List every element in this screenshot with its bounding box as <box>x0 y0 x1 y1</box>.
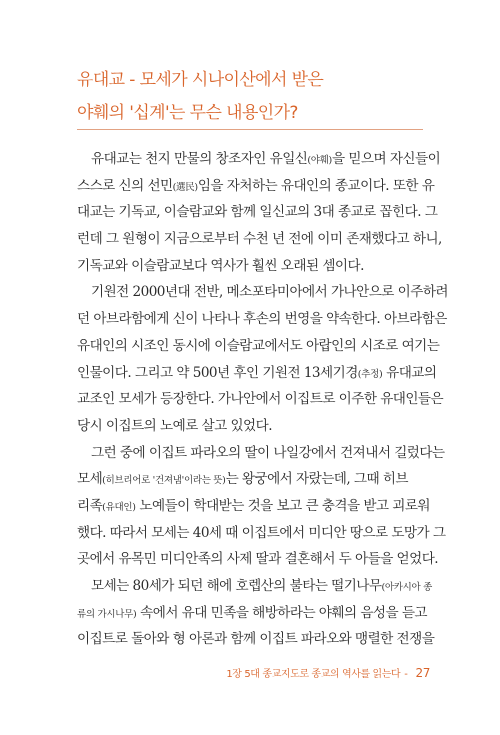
heading-line-2: 야훼의 '십계'는 무슨 내용인가? <box>77 103 298 123</box>
body-line: 유대인의 시조인 동시에 이슬람교에서도 아랍인의 시조로 여기는 <box>77 337 440 354</box>
body-line: 당시 이집트의 노예로 살고 있었다. <box>77 417 272 434</box>
page-footer <box>226 665 430 680</box>
body-line: 리족(유대인) 노예들이 학대받는 것을 보고 큰 충격을 받고 괴로워 <box>77 497 431 514</box>
heading-line-1: 유대교 - 모세가 시나이산에서 받은 <box>77 70 324 90</box>
body-line: 기원전 2000년대 전반, 메소포타미아에서 가나안으로 이주하려 <box>91 284 448 301</box>
body-line: 그런 중에 이집트 파라오의 딸이 나일강에서 건져내서 길렀다는 <box>91 444 445 461</box>
body-line: 교조인 모세가 등장한다. 가나안에서 이집트로 이주한 유대인들은 <box>77 391 444 408</box>
footer-separator: - <box>404 669 408 680</box>
body-line: 런데 그 원형이 지금으로부터 수천 년 전에 이미 존재했다고 하니, <box>77 231 442 248</box>
body-line: 류의 가시나무) 속에서 유대 민족을 해방하라는 야훼의 음성을 듣고 <box>77 604 427 621</box>
body-line: 했다. 따라서 모세는 40세 때 이집트에서 미디안 땅으로 도망가 그 <box>77 524 446 541</box>
body-line: 스스로 신의 선민(選民)임을 자처하는 유대인의 종교이다. 또한 유 <box>77 177 435 194</box>
body-line: 대교는 기독교, 이슬람교와 함께 일신교의 3대 종교로 꼽힌다. 그 <box>77 204 438 221</box>
body-line: 던 아브라함에게 신이 나타나 후손의 번영을 약속한다. 아브라함은 <box>77 311 447 328</box>
body-line: 인물이다. 그리고 약 500년 후인 기원전 13세기경(추정) 유대교의 <box>77 364 437 381</box>
heading-divider <box>77 129 423 130</box>
body-line: 기독교와 이슬람교보다 역사가 훨씬 오래된 셈이다. <box>77 257 364 274</box>
body-line: 모세(히브리어로 '건져냄'이라는 뜻)는 왕궁에서 자랐는데, 그때 히브 <box>77 471 408 488</box>
body-line: 유대교는 천지 만물의 창조자인 유일신(야훼)을 믿으며 자신들이 <box>91 151 441 167</box>
body-line: 곳에서 유목민 미디안족의 사제 딸과 결혼해서 두 아들을 얻었다. <box>77 551 439 568</box>
body-text <box>77 146 448 653</box>
page-number: 27 <box>415 666 430 680</box>
section-heading <box>77 64 457 130</box>
footer-chapter-title: 1장 5대 종교지도로 종교의 역사를 읽는다 <box>226 669 401 680</box>
body-line: 모세는 80세가 되던 해에 호렙산의 불타는 떨기나무(아카시아 종 <box>91 578 432 594</box>
body-line: 이집트로 돌아와 형 아론과 함께 이집트 파라오와 맹렬한 전쟁을 <box>77 631 435 648</box>
